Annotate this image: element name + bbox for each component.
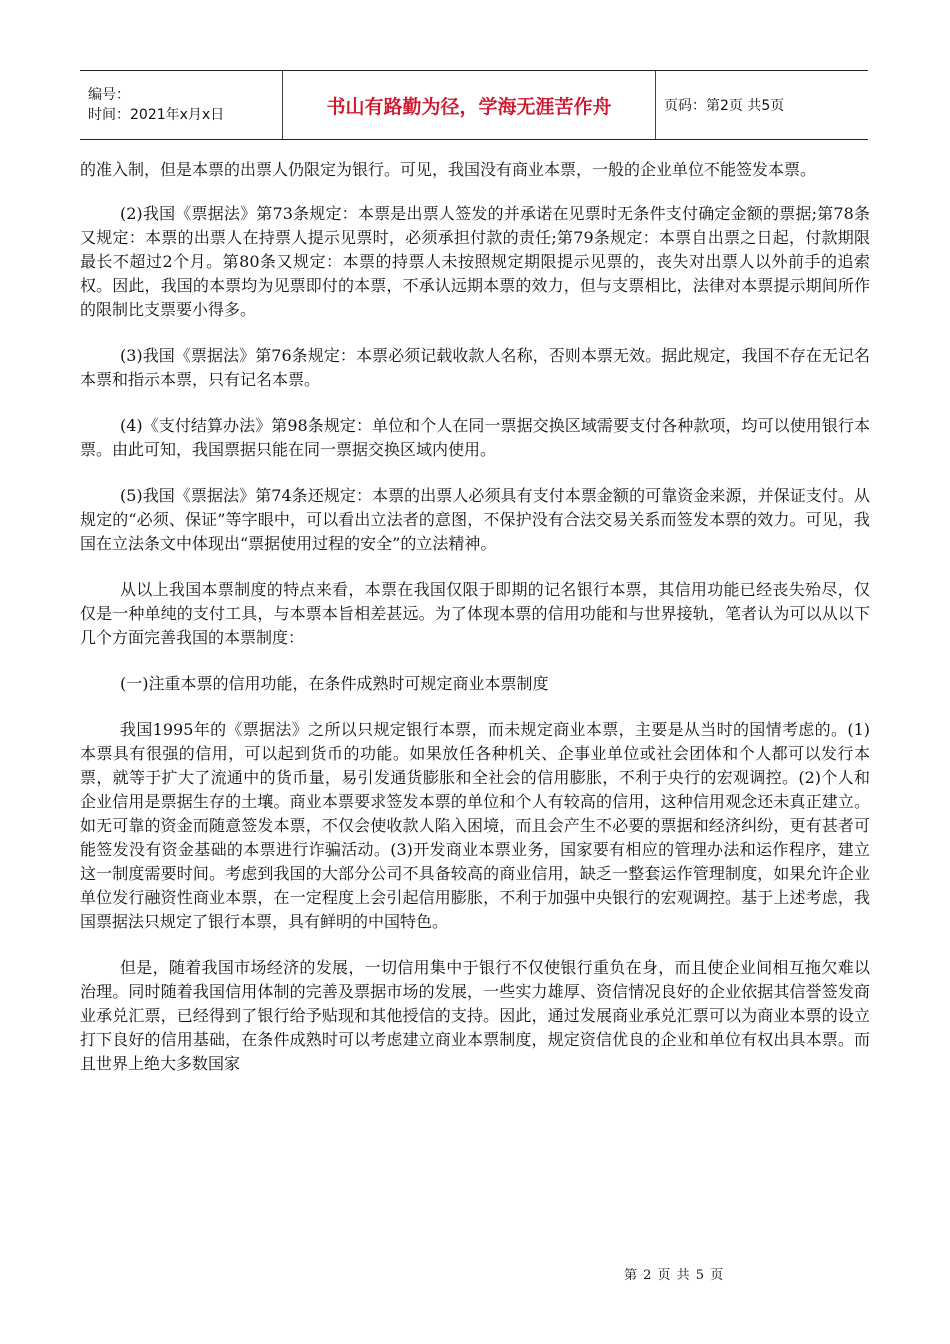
header-page-info: 页码：第2页 共5页: [664, 98, 785, 114]
header-motto: 书山有路勤为径，学海无涯苦作舟: [283, 71, 656, 139]
page-header: [80, 70, 868, 140]
paragraph-continued: 的准入制，但是本票的出票人仍限定为银行。可见，我国没有商业本票，一般的企业单位不能签发本票。: [80, 160, 817, 179]
paragraph: (4)《支付结算办法》第98条规定：单位和个人在同一票据交换区域需要支付各种款项，均可以使用银行本票。由此可知，我国票据只能在同一票据交换区域内使用。: [80, 416, 870, 459]
paragraph: (3)我国《票据法》第76条规定：本票必须记载收款人名称，否则本票无效。据此规定，我国不存在无记名本票和指示本票，只有记名本票。: [80, 346, 870, 389]
page-footer: 第 2 页 共 5 页: [624, 1268, 725, 1283]
paragraph: 但是，随着我国市场经济的发展，一切信用集中于银行不仅使银行重负在身，而且使企业间相互拖欠难以治理。同时随着我国信用体制的完善及票据市场的发展，一些实力雄厚、资信情况良好的企业依据其信誉签发商业承兑汇票，已经得到了银行给予贴现和其他授信的支持。因此，通过发展商业承兑汇票可以为商业本票的设立打下良好的信用基础，在条件成熟时可以考虑建立商业本票制度，规定资信优良的企业和单位有权出具本票。而且世界上绝大多数国家: [80, 958, 870, 1073]
doc-number-label: 编号：: [88, 87, 130, 103]
paragraph: (2)我国《票据法》第73条规定：本票是出票人签发的并承诺在见票时无条件支付确定金额的票据;第78条又规定：本票的出票人在持票人提示见票时，必须承担付款的责任;第79条规定：本票自出票之日起，付款期限最长不超过2个月。第80条又规定：本票的持票人未按照规定期限提示见票的，丧失对出票人以外前手的追索权。因此，我国的本票均为见票即付的本票，不承认远期本票的效力，但与支票相比，法律对本票提示期间所作的限制比支票要小得多。: [80, 204, 870, 319]
section-heading: (一)注重本票的信用功能，在条件成熟时可规定商业本票制度: [120, 674, 549, 693]
paragraph: 我国1995年的《票据法》之所以只规定银行本票，而未规定商业本票，主要是从当时的国情考虑的。(1)本票具有很强的信用，可以起到货币的功能。如果放任各种机关、企事业单位或社会团体和个人都可以发行本票，就等于扩大了流通中的货币量，易引发通货膨胀和全社会的信用膨胀，不利于央行的宏观调控。(2)个人和企业信用是票据生存的土壤。商业本票要求签发本票的单位和个人有较高的信用，这种信用观念还未真正建立。如无可靠的资金而随意签发本票，不仅会使收款人陷入困境，而且会产生不必要的票据和经济纠纷，更有甚者可能签发没有资金基础的本票进行诈骗活动。(3)开发商业本票业务，国家要有相应的管理办法和运作程序，建立这一制度需要时间。考虑到我国的大部分公司不具备较高的商业信用，缺乏一整套运作管理制度，如果允许企业单位发行融资性商业本票，在一定程度上会引起信用膨胀，不利于加强中央银行的宏观调控。基于上述考虑，我国票据法只规定了银行本票，具有鲜明的中国特色。: [80, 720, 870, 931]
document-body: [80, 158, 870, 1098]
paragraph: 从以上我国本票制度的特点来看，本票在我国仅限于即期的记名银行本票，其信用功能已经丧失殆尽，仅仅是一种单纯的支付工具，与本票本旨相差甚远。为了体现本票的信用功能和与世界接轨，笔者认为可以从以下几个方面完善我国的本票制度：: [80, 580, 870, 647]
paragraph: (5)我国《票据法》第74条还规定：本票的出票人必须具有支付本票金额的可靠资金来源，并保证支付。从规定的“必须、保证”等字眼中，可以看出立法者的意图，不保护没有合法交易关系而签发本票的效力。可见，我国在立法条文中体现出“票据使用过程的安全”的立法精神。: [80, 486, 870, 553]
header-meta: [80, 71, 283, 139]
doc-date-label: 时间：2021年x月x日: [88, 107, 225, 123]
